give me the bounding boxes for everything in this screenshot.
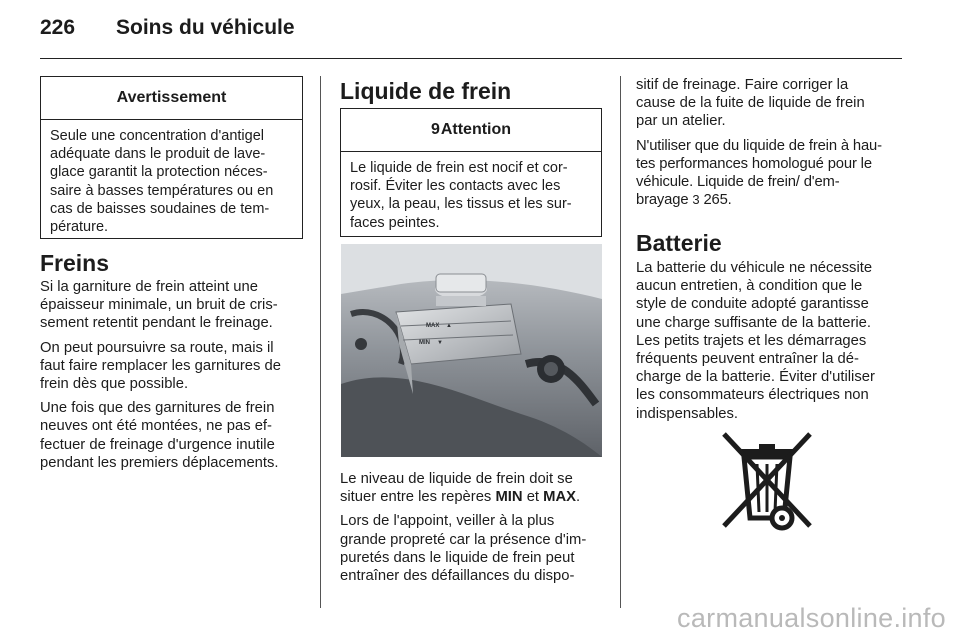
reservoir-max-label: MAX	[426, 323, 440, 329]
warning-text: Seule une concentration d'antigel adéquate dans le produit de lave- glace garantit la protection néces- saire à basses températures ou en cas de baisses soudaines de tem- pérature.	[50, 128, 274, 236]
brakes-text	[40, 278, 310, 478]
max-arrow-icon: ▲	[446, 323, 452, 329]
warning-triangle-icon: 9	[430, 121, 440, 138]
column-divider-2	[620, 76, 621, 608]
section-heading-brake-fluid: Liquide de frein	[340, 78, 512, 104]
warning-box	[40, 76, 303, 239]
paragraph: La batterie du véhicule ne nécessite aucun entretien, à condition que le style de conduite adopté garantisse une charge suffisante de la batterie. Les petits trajets et les démarrages fréquents peuvent entraîner la dé- charge de la batterie. Éviter d'utiliser les consommateurs électriques non indispensables.	[636, 260, 875, 422]
battery-text	[636, 259, 906, 429]
header-divider	[40, 58, 902, 59]
brake-fluid-text-continued	[636, 76, 906, 215]
paragraph: Lors de l'appoint, veiller à la plus grande propreté car la présence d'im- puretés dans le liquide de frein peut entraîner des défaillances du dispo-	[340, 513, 587, 585]
page-reference-link[interactable]: 265.	[699, 192, 732, 209]
attention-title: 9 Attention	[341, 109, 601, 152]
attention-text: Le liquide de frein est nocif et cor- rosif. Éviter les contacts avec les yeux, la peau, les tissus et les sur- faces peintes.	[350, 160, 572, 231]
brake-fluid-reservoir-photo	[341, 244, 602, 457]
crossed-out-bin-icon	[712, 426, 822, 537]
section-heading-brakes: Freins	[40, 250, 110, 276]
attention-box	[340, 108, 602, 237]
watermark: carmanualsonline.info	[677, 603, 946, 633]
paragraph: Une fois que des garnitures de frein neuves ont été montées, ne pas ef- fectuer de freinage d'urgence inutile pendant les premiers déplacements.	[40, 400, 279, 471]
paragraph: N'utiliser que du liquide de frein à hau- tes performances homologué pour le véhicule. Liquide de frein/ d'em- brayage 3 265.	[636, 137, 882, 209]
page-number: 226	[40, 16, 76, 39]
page-title: Soins du véhicule	[116, 16, 295, 39]
min-arrow-icon: ▼	[437, 340, 443, 346]
reservoir-min-label: MIN	[419, 340, 430, 346]
paragraph: On peut poursuivre sa route, mais il faut faire remplacer les garnitures de frein dès que possible.	[40, 339, 281, 393]
column-divider-1	[320, 76, 321, 608]
section-heading-battery: Batterie	[636, 230, 722, 256]
warning-title: Avertissement	[41, 77, 302, 120]
engine-bay-illustration	[341, 244, 602, 457]
paragraph: sitif de freinage. Faire corriger la cause de la fuite de liquide de frein par un atelier.	[636, 77, 865, 130]
page-reference-arrow-icon: 3	[692, 192, 700, 208]
paragraph: Le niveau de liquide de frein doit se situer entre les repères MIN et MAX.	[340, 471, 581, 506]
brake-fluid-text	[340, 470, 610, 591]
paragraph: Si la garniture de frein atteint une épaisseur minimale, un bruit de cris- sement retentit pendant le freinage.	[40, 279, 278, 332]
